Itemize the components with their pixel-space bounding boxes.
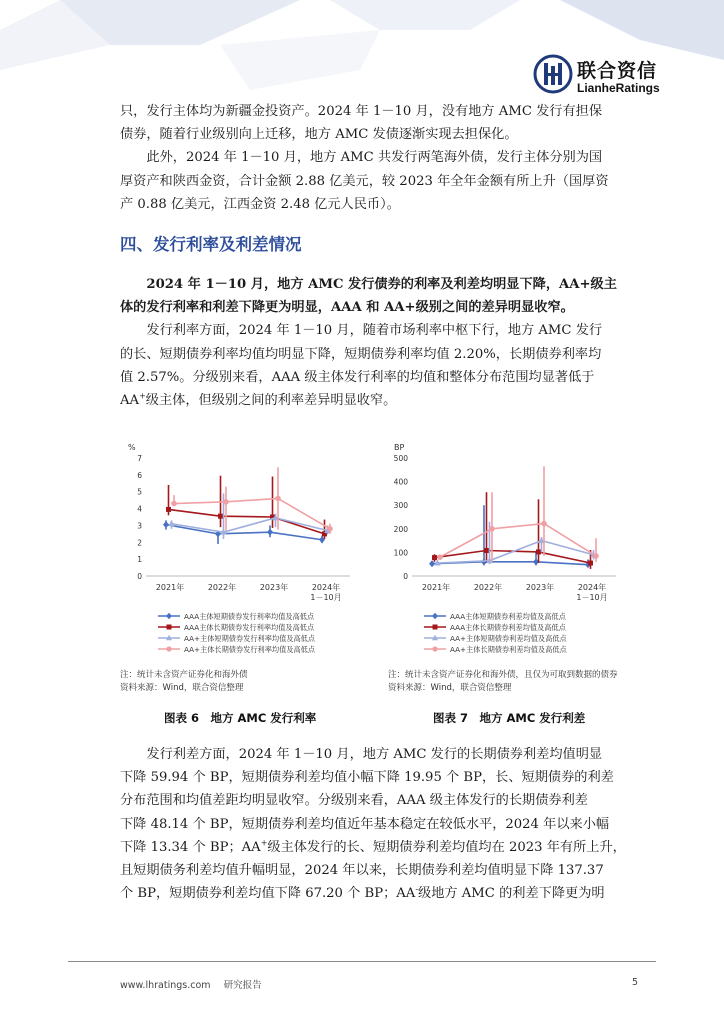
- y-tick-label: 500: [393, 454, 408, 463]
- legend-label: AAA主体短期债券发行利率均值及高低点: [184, 612, 315, 621]
- fig6-note: [120, 669, 248, 695]
- y-tick-label: 0: [137, 572, 142, 581]
- data-point: [536, 549, 541, 554]
- legend-label: AAA主体短期债券利差均值及高低点: [450, 612, 566, 621]
- x-tick-label: 2022年: [473, 583, 503, 592]
- logo-mark-icon: [533, 54, 573, 94]
- data-point: [166, 507, 171, 512]
- page-number: 5: [632, 977, 639, 988]
- source-line: 资料来源：Wind，联合资信整理: [388, 683, 512, 693]
- legend-marker: [433, 625, 438, 630]
- logo-english-name: LianheRatings: [577, 81, 660, 95]
- superscript: +: [139, 391, 146, 401]
- chart-svg-spread: [384, 438, 624, 668]
- data-point: [588, 561, 593, 566]
- logo-chinese-name: 联合资信: [577, 60, 658, 82]
- paragraph-line: [120, 836, 640, 859]
- legend-marker: [166, 646, 171, 651]
- data-point: [168, 520, 174, 526]
- y-tick-label: 0: [403, 572, 408, 581]
- text-fragment: 级主体，但级别之间的利率差异明显收窄。: [145, 393, 397, 409]
- text-fragment: 下降 13.34 个 BP；AA: [120, 839, 261, 855]
- superscript: +: [260, 838, 268, 848]
- paragraph-line: 发行利差方面，2024 年 1－10 月，地方 AMC 发行的长期债券利差均值明显: [146, 747, 603, 762]
- body-text-top: [120, 100, 640, 216]
- paragraph-line: 分布范围和均值差距均明显收窄。分级别来看，AAA 级主体发行的长期债券利差: [120, 793, 588, 809]
- paragraph-line: [120, 882, 640, 905]
- text-fragment: 级主体发行的长、短期债券利差均值均在 2023 年有所上升，: [267, 839, 626, 855]
- body-text-bottom: [120, 743, 640, 905]
- legend-marker: [166, 613, 172, 620]
- x-tick-label: 2024年: [311, 583, 341, 592]
- x-tick-label: 2021年: [421, 583, 451, 592]
- data-point: [484, 548, 489, 553]
- data-point: [171, 501, 177, 507]
- data-point: [437, 554, 443, 560]
- fig7-note: [388, 669, 618, 695]
- legend-label: AA+主体短期债券利差均值及高低点: [450, 634, 567, 643]
- y-tick-label: 200: [393, 524, 408, 534]
- note-line: 注：统计未含资产证券化和海外债，且仅为可取到数据的债券: [388, 670, 618, 680]
- data-point: [163, 521, 169, 528]
- footer-left: [120, 977, 262, 991]
- fig7-caption: 图表 7 地方 AMC 发行利差: [433, 711, 586, 725]
- y-tick-label: 6: [137, 470, 142, 480]
- data-point: [218, 514, 223, 519]
- y-tick-label: 4: [137, 504, 142, 514]
- legend-marker: [432, 646, 437, 651]
- legend-label: AAA主体长期债券发行利率均值及高低点: [184, 623, 315, 632]
- paragraph-line: 的长、短期债券利率均值均明显下降，短期债券利率均值 2.20%，长期债券利率均: [120, 346, 602, 362]
- chart-issuance-rate: [118, 438, 358, 668]
- y-tick-label: 300: [393, 501, 408, 511]
- paragraph-line: [120, 389, 640, 412]
- y-tick-label: 7: [137, 454, 142, 463]
- source-line: 资料来源：Wind，联合资信整理: [120, 683, 244, 693]
- paragraph-line: 发行利率方面，2024 年 1－10 月，随着市场利率中枢下行，地方 AMC 发行: [146, 323, 603, 339]
- y-tick-label: 400: [393, 477, 408, 487]
- y-tick-label: 100: [393, 548, 408, 558]
- legend-marker: [167, 625, 172, 630]
- data-point: [327, 526, 333, 532]
- legend-label: AA+主体长期债券利差均值及高低点: [450, 645, 567, 654]
- x-tick-label: 2022年: [207, 583, 237, 592]
- y-tick-label: 1: [137, 555, 142, 565]
- company-logo: [533, 54, 673, 98]
- x-tick-label: 2021年: [155, 583, 185, 592]
- y-tick-label: 3: [137, 521, 142, 531]
- summary-line: 体的发行利率和利差下降更为明显，AAA 和 AA+级别之间的差异明显收窄。: [120, 300, 574, 316]
- note-line: 注：统计未含资产证券化和海外债: [120, 670, 248, 680]
- legend-label: AAA主体长期债券利差均值及高低点: [450, 623, 566, 632]
- paragraph-line: 下降 59.94 个 BP，短期债券利差均值小幅下降 19.95 个 BP，长、短期债券的利差: [120, 770, 614, 786]
- paragraph-line: 只，发行主体均为新疆金投资产。2024 年 1－10 月，没有地方 AMC 发行有担保: [120, 104, 603, 119]
- legend-marker: [432, 613, 438, 620]
- y-tick-label: 2: [137, 538, 142, 548]
- paragraph-line: 产 0.88 亿美元，江西金资 2.48 亿元人民币）。: [120, 196, 400, 212]
- paragraph-line: 厚资产和陕西金资，合计金额 2.88 亿美元，较 2023 年全年金额有所上升（国厚资: [120, 173, 609, 189]
- data-point: [489, 526, 495, 532]
- section-heading: 四、发行利率及利差情况: [120, 235, 302, 254]
- footer-divider: [68, 961, 656, 962]
- y-tick-label: 5: [137, 487, 142, 497]
- x-tick-label: 2024年: [577, 583, 607, 592]
- legend-label: AA+主体短期债券发行利率均值及高低点: [184, 634, 316, 643]
- paragraph-line: 此外，2024 年 1－10 月，地方 AMC 共发行两笔海外债，发行主体分别为国: [146, 150, 603, 166]
- axis-unit-label: BP: [394, 443, 405, 452]
- x-tick-sublabel: 1－10月: [310, 593, 342, 602]
- text-fragment: 级地方 AMC 的利差下降更为明: [418, 886, 605, 902]
- chart-svg-rate: [118, 438, 358, 668]
- data-point: [223, 499, 229, 505]
- text-fragment: AA: [120, 393, 140, 409]
- paragraph-line: 且短期债务利差均值升幅明显，2024 年以来，长期债券利差均值明显下降 137.37: [120, 863, 604, 879]
- footer-report-type: 研究报告: [223, 980, 262, 991]
- chart-issuance-spread: [384, 438, 624, 668]
- superscript: -: [415, 884, 419, 894]
- x-tick-label: 2023年: [259, 583, 289, 592]
- data-point: [541, 521, 547, 527]
- x-tick-sublabel: 1－10月: [576, 593, 608, 602]
- paragraph-line: 债券，随着行业级别向上迁移，地方 AMC 发债逐渐实现去担保化。: [120, 127, 518, 143]
- series-line: [169, 509, 325, 533]
- text-fragment: 个 BP，短期债券利差均值下降 67.20 个 BP；AA: [120, 886, 416, 902]
- data-point: [267, 529, 273, 536]
- data-point: [432, 555, 437, 560]
- fig6-caption: 图表 6 地方 AMC 发行利率: [164, 711, 317, 725]
- axis-unit-label: %: [128, 443, 136, 452]
- body-text-mid: [120, 273, 640, 412]
- footer-site-link[interactable]: www.lhratings.com: [120, 980, 211, 991]
- x-tick-label: 2023年: [525, 583, 555, 592]
- data-point: [593, 553, 599, 559]
- legend-label: AA+主体长期债券发行利率均值及高低点: [184, 645, 316, 654]
- paragraph-line: 下降 48.14 个 BP，短期债券利差均值近年基本稳定在较低水平，2024 年以来小幅: [120, 816, 610, 832]
- data-point: [275, 496, 281, 502]
- summary-line: 2024 年 1－10 月，地方 AMC 发行债券的利率及利差均明显下降，AA+级主: [146, 277, 617, 292]
- paragraph-line: 值 2.57%。分级别来看，AAA 级主体发行利率的均值和整体分布范围均显著低于: [120, 369, 595, 385]
